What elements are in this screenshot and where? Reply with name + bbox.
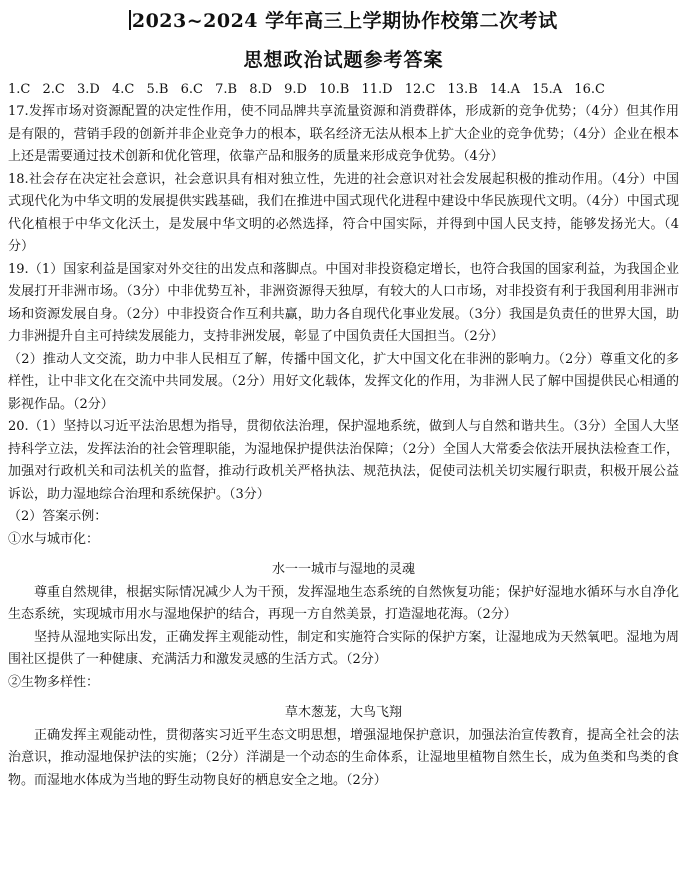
example-2-label: ②生物多样性： bbox=[8, 674, 100, 690]
choice-answer: 16.C bbox=[574, 82, 605, 97]
choice-answer: 3.D bbox=[77, 82, 100, 97]
choice-answer: 2.C bbox=[42, 82, 65, 97]
choice-answer: 11.D bbox=[361, 82, 393, 97]
choice-answer: 14.A bbox=[489, 82, 520, 97]
answer-q19-part1: 19.（1）国家利益是国家对外交往的出发点和落脚点。中国对非投资稳定增长，也符合我国的国家利益，为我国企业发展打开非洲市场。（3分）中非优势互补，非洲资源得天独厚，有较大的人口市场，对非投资有利于我国利用非洲市场和资源发展自身。（2分）中非投资合作互利共赢，助力各自现代化事业发展。（3分）我国是负责任的世界大国，助力非洲提升自主可持续发展能力，支持非洲发展，彰显了中国负责任大国担当。（2分） bbox=[8, 261, 679, 344]
choice-answer: 5.B bbox=[146, 82, 169, 97]
choice-answer: 9.D bbox=[284, 82, 307, 97]
answer-q18: 18.社会存在决定社会意识，社会意识具有相对独立性，先进的社会意识对社会发展起积极的推动作用。（4分）中国式现代化为中华文明的发展提供实践基础，我们在推进中国式现代化进程中建设中华民族现代文明。（4分）中国式现代化植根于中华文化沃土，是发展中华文明的必然选择，符合中国实际，并得到中国人民支持，能够发扬光大。（4分） bbox=[8, 171, 679, 254]
choice-answer: 12.C bbox=[404, 82, 436, 97]
example-1-paragraph-2: 坚持从湿地实际出发，正确发挥主观能动性，制定和实施符合实际的保护方案，让湿地成为天然氧吧。湿地为周围社区提供了一种健康、充满活力和激发灵感的生活方式。（2分） bbox=[8, 629, 679, 667]
exam-subtitle: 思想政治试题参考答案 bbox=[243, 49, 444, 71]
answer-q20-part2-label: （2）答案示例： bbox=[8, 509, 108, 524]
answer-q20-part1: 20.（1）坚持以习近平法治思想为指导，贯彻依法治理，保护湿地系统，做到人与自然和谐共生。（3分）全国人大坚持科学立法，发挥法治的社会管理职能，为湿地保护提供法治保障；（2分）全国人大常委会依法开展执法检查工作，加强对行政机关和司法机关的监督，推动行政机关严格执法、规范执法，促使司法机关切实履行职责，积极开展公益诉讼，助力湿地综合治理和系统保护。（3分） bbox=[8, 419, 679, 502]
example-1-label: ①水与城市化： bbox=[8, 531, 100, 547]
choice-answer: 13.B bbox=[447, 82, 478, 97]
answer-q19-part2: （2）推动人文交流，助力中非人民相互了解，传播中国文化，扩大中国文化在非洲的影响力。（2分）尊重文化的多样性，让中非文化在交流中共同发展。（2分）用好文化载体，发挥文化的作用，为非洲人民了解中国提供民心相通的影视作品。（2分） bbox=[8, 351, 679, 412]
answer-q17: 17.发挥市场对资源配置的决定性作用，使不同品牌共享流量资源和消费群体，形成新的竞争优势；（4分）但其作用是有限的，营销手段的创新并非企业竞争力的根本，联名经济无法从根本上扩大企业的竞争优势；（4分）企业在根本上还是需要通过技术创新和优化管理，依靠产品和服务的质量来形成竞争优势。（4分） bbox=[8, 104, 679, 164]
choice-answer: 7.B bbox=[215, 82, 238, 97]
choice-answer: 4.C bbox=[111, 82, 135, 97]
example-1-title: 水一一城市与湿地的灵魂 bbox=[271, 562, 415, 577]
example-2-paragraph-1: 正确发挥主观能动性，贯彻落实习近平生态文明思想，增强湿地保护意识，加强法治宣传教育，提高全社会的法治意识，推动湿地保护法的实施；（2分）洋湖是一个动态的生命体系，让湿地里植物自然生长，成为鱼类和鸟类的食物。而湿地水体成为当地的野生动物良好的栖息安全之地。（2分） bbox=[8, 727, 679, 788]
choice-answer: 10.B bbox=[319, 82, 350, 97]
example-1-paragraph-1: 尊重自然规律，根据实际情况减少人为干预，发挥湿地生态系统的自然恢复功能；保护好湿地水循环与水自净化生态系统，实现城市用水与湿地保护的结合，再现一方自然美景，打造湿地花海。（2分） bbox=[8, 584, 679, 622]
text-cursor bbox=[129, 10, 131, 30]
choice-answer: 6.C bbox=[180, 82, 203, 97]
exam-title: 2023~2024 学年高三上学期协作校第二次考试 bbox=[131, 10, 558, 32]
choice-answer: 8.D bbox=[249, 82, 273, 97]
example-2-title: 草木葱茏，大鸟飞翔 bbox=[284, 705, 402, 720]
choice-answer: 15.A bbox=[532, 82, 563, 97]
choice-answers bbox=[8, 79, 679, 101]
choice-answer: 1.C bbox=[8, 82, 31, 97]
exam-title-line bbox=[8, 8, 679, 34]
